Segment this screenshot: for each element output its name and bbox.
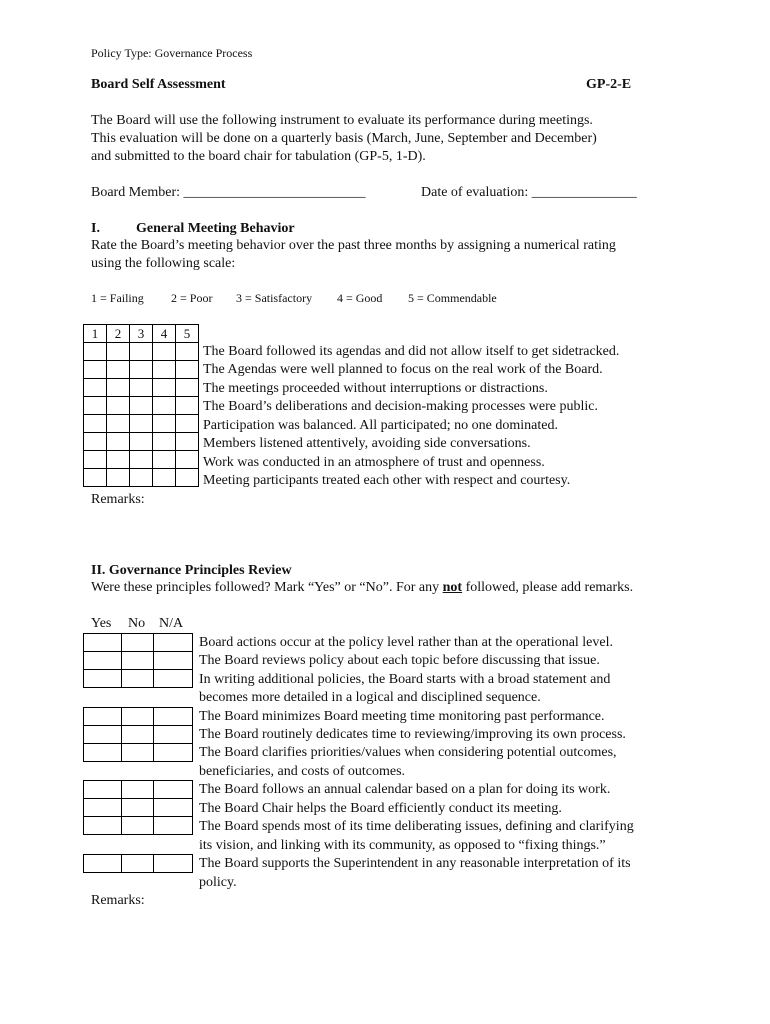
principle-line-4: becomes more detailed in a logical and disciplined sequence. [199, 690, 541, 705]
principles-grid [83, 707, 193, 762]
rating-row [84, 469, 199, 487]
scale-3: 3 = Satisfactory [236, 291, 313, 305]
principle-line-6: The Board routinely dedicates time to reviewing/improving its own process. [199, 727, 626, 742]
behavior-item-2: The Agendas were well planned to focus on the real work of the Board. [203, 362, 603, 377]
rating-row [84, 415, 199, 433]
principle-line-14: policy. [199, 875, 237, 890]
rating-col-3: 3 [130, 325, 153, 343]
rating-cell[interactable] [176, 343, 199, 361]
rating-col-1: 1 [84, 325, 107, 343]
rating-row [84, 433, 199, 451]
behavior-item-5: Participation was balanced. All participated; no one dominated. [203, 418, 558, 433]
rating-cell[interactable] [130, 343, 153, 361]
na-cell[interactable] [154, 781, 193, 799]
rating-cell[interactable] [176, 379, 199, 397]
rating-cell[interactable] [176, 361, 199, 379]
yes-cell[interactable] [84, 670, 122, 688]
principle-row [84, 634, 193, 652]
behavior-item-3: The meetings proceeded without interruptions or distractions. [203, 381, 548, 396]
section1-number: I. [91, 221, 100, 236]
rating-col-2: 2 [107, 325, 130, 343]
behavior-item-4: The Board’s deliberations and decision-making processes were public. [203, 399, 598, 414]
no-cell[interactable] [122, 708, 154, 726]
board-member-blank[interactable]: __________________________ [183, 185, 366, 200]
section1-title: General Meeting Behavior [136, 221, 295, 236]
rating-cell[interactable] [130, 397, 153, 415]
rating-cell[interactable] [176, 433, 199, 451]
rating-cell[interactable] [107, 343, 130, 361]
rating-cell[interactable] [107, 361, 130, 379]
principle-row [84, 855, 193, 873]
section1-instructions-1: Rate the Board’s meeting behavior over the past three months by assigning a numerical rating [91, 238, 616, 253]
yes-cell[interactable] [84, 817, 122, 835]
scale-5: 5 = Commendable [408, 291, 497, 305]
rating-cell[interactable] [107, 379, 130, 397]
rating-cell[interactable] [107, 469, 130, 487]
principles-grid [83, 633, 193, 688]
intro-line-2: This evaluation will be done on a quarterly basis (March, June, September and December) [91, 131, 597, 146]
rating-cell[interactable] [84, 451, 107, 469]
no-cell[interactable] [122, 634, 154, 652]
board-member-label: Board Member: [91, 185, 181, 200]
rating-cell[interactable] [153, 361, 176, 379]
rating-cell[interactable] [153, 379, 176, 397]
policy-type: Policy Type: Governance Process [91, 46, 253, 60]
col-no: No [128, 616, 146, 631]
rating-cell[interactable] [176, 397, 199, 415]
rating-cell[interactable] [84, 379, 107, 397]
rating-cell[interactable] [107, 415, 130, 433]
principle-row [84, 781, 193, 799]
rating-cell[interactable] [153, 469, 176, 487]
yes-cell[interactable] [84, 708, 122, 726]
board-member-field[interactable] [91, 185, 366, 201]
section2-instructions-emph: not [442, 580, 463, 595]
principle-line-1: Board actions occur at the policy level rather than at the operational level. [199, 635, 613, 650]
behavior-item-7: Work was conducted in an atmosphere of trust and openness. [203, 455, 545, 470]
yes-cell[interactable] [84, 726, 122, 744]
behavior-item-8: Meeting participants treated each other with respect and courtesy. [203, 473, 571, 488]
rating-row [84, 343, 199, 361]
rating-cell[interactable] [130, 451, 153, 469]
principle-line-12: its vision, and linking with its community, as opposed to “fixing things.” [199, 838, 606, 853]
no-cell[interactable] [122, 652, 154, 670]
no-cell[interactable] [122, 744, 154, 762]
rating-cell[interactable] [107, 397, 130, 415]
section2-instructions-pre: Were these principles followed? Mark “Yes” or “No”. For any [91, 580, 443, 595]
behavior-item-1: The Board followed its agendas and did not allow itself to get sidetracked. [203, 344, 620, 359]
scale-1: 1 = Failing [91, 291, 144, 305]
na-cell[interactable] [154, 799, 193, 817]
rating-cell[interactable] [153, 451, 176, 469]
principle-line-2: The Board reviews policy about each topic before discussing that issue. [199, 653, 600, 668]
rating-cell[interactable] [130, 469, 153, 487]
na-cell[interactable] [154, 744, 193, 762]
date-label: Date of evaluation: [421, 185, 529, 200]
no-cell[interactable] [122, 855, 154, 873]
no-cell[interactable] [122, 726, 154, 744]
date-blank[interactable]: _______________ [531, 185, 637, 200]
rating-grid [83, 324, 199, 487]
principle-row [84, 708, 193, 726]
principle-line-7: The Board clarifies priorities/values when considering potential outcomes, [199, 745, 617, 760]
intro-line-1: The Board will use the following instrument to evaluate its performance during meetings. [91, 113, 593, 128]
na-cell[interactable] [154, 670, 193, 688]
principle-row [84, 817, 193, 835]
rating-row [84, 361, 199, 379]
yes-cell[interactable] [84, 652, 122, 670]
rating-cell[interactable] [153, 343, 176, 361]
col-na: N/A [159, 616, 184, 631]
rating-cell[interactable] [176, 469, 199, 487]
rating-col-4: 4 [153, 325, 176, 343]
na-cell[interactable] [154, 634, 193, 652]
section2-instructions-post: followed, please add remarks. [462, 580, 634, 595]
rating-row [84, 397, 199, 415]
no-cell[interactable] [122, 799, 154, 817]
rating-cell[interactable] [107, 451, 130, 469]
principle-row [84, 726, 193, 744]
yes-cell[interactable] [84, 799, 122, 817]
section2-instructions [91, 580, 633, 596]
scale-4: 4 = Good [337, 291, 383, 305]
principle-line-3: In writing additional policies, the Board starts with a broad statement and [199, 672, 611, 687]
intro-line-3: and submitted to the board chair for tabulation (GP-5, 1-D). [91, 149, 426, 164]
rating-cell[interactable] [130, 379, 153, 397]
principle-line-5: The Board minimizes Board meeting time monitoring past performance. [199, 709, 605, 724]
na-cell[interactable] [154, 708, 193, 726]
document-code: GP-2-E [586, 77, 632, 92]
yes-cell[interactable] [84, 744, 122, 762]
principle-line-11: The Board spends most of its time deliberating issues, defining and clarifying [199, 819, 634, 834]
no-cell[interactable] [122, 817, 154, 835]
na-cell[interactable] [154, 652, 193, 670]
rating-cell[interactable] [130, 361, 153, 379]
principle-line-8: beneficiaries, and costs of outcomes. [199, 764, 406, 779]
principle-line-9: The Board follows an annual calendar based on a plan for doing its work. [199, 782, 611, 797]
rating-cell[interactable] [84, 397, 107, 415]
na-cell[interactable] [154, 726, 193, 744]
rating-cell[interactable] [84, 433, 107, 451]
principle-row [84, 652, 193, 670]
no-cell[interactable] [122, 781, 154, 799]
rating-cell[interactable] [153, 397, 176, 415]
section2-remarks: Remarks: [91, 893, 145, 908]
date-field[interactable] [421, 185, 637, 201]
yes-cell[interactable] [84, 781, 122, 799]
document-title: Board Self Assessment [91, 77, 226, 92]
rating-cell[interactable] [153, 433, 176, 451]
col-yes: Yes [91, 616, 112, 631]
no-cell[interactable] [122, 670, 154, 688]
rating-cell[interactable] [176, 415, 199, 433]
principle-line-13: The Board supports the Superintendent in any reasonable interpretation of its [199, 856, 631, 871]
yes-cell[interactable] [84, 634, 122, 652]
principle-row [84, 744, 193, 762]
rating-cell[interactable] [130, 433, 153, 451]
yes-cell[interactable] [84, 855, 122, 873]
na-cell[interactable] [154, 855, 193, 873]
principle-row [84, 799, 193, 817]
principle-row [84, 670, 193, 688]
rating-header-row [84, 325, 199, 343]
section1-remarks: Remarks: [91, 492, 145, 507]
rating-cell[interactable] [84, 469, 107, 487]
rating-cell[interactable] [107, 433, 130, 451]
rating-cell[interactable] [84, 343, 107, 361]
principle-line-10: The Board Chair helps the Board efficiently conduct its meeting. [199, 801, 562, 816]
section1-instructions-2: using the following scale: [91, 256, 236, 271]
rating-cell[interactable] [130, 415, 153, 433]
scale-2: 2 = Poor [171, 291, 213, 305]
rating-col-5: 5 [176, 325, 199, 343]
behavior-item-6: Members listened attentively, avoiding side conversations. [203, 436, 531, 451]
section2-title: II. Governance Principles Review [91, 563, 292, 578]
rating-cell[interactable] [153, 415, 176, 433]
principles-grid [83, 780, 193, 835]
principles-grid [83, 854, 193, 873]
rating-cell[interactable] [84, 415, 107, 433]
rating-cell[interactable] [176, 451, 199, 469]
rating-cell[interactable] [84, 361, 107, 379]
rating-row [84, 379, 199, 397]
na-cell[interactable] [154, 817, 193, 835]
rating-row [84, 451, 199, 469]
